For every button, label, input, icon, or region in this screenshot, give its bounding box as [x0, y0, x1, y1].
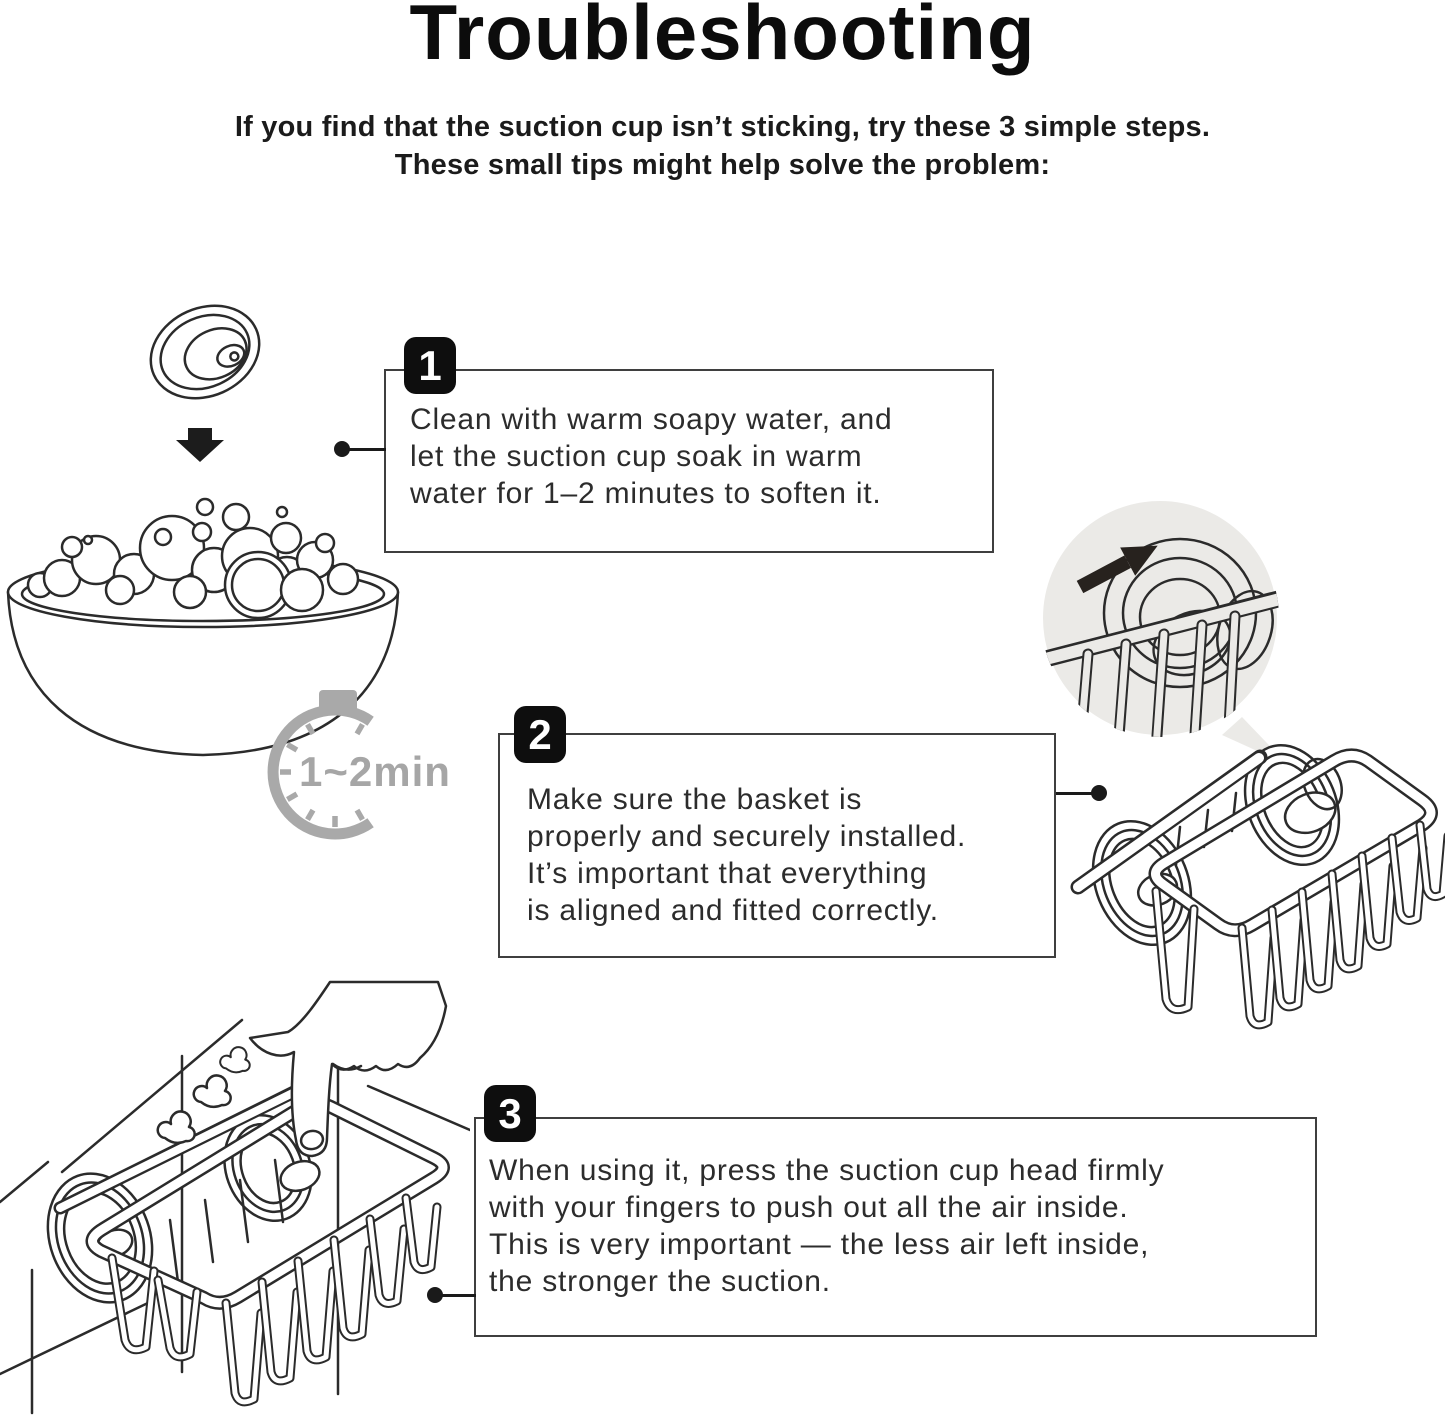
step-1-connector-line: [349, 448, 386, 451]
step-3-number-badge: 3: [484, 1085, 536, 1142]
step-2-connector-line: [1056, 792, 1092, 795]
timer-label: 1~2min: [299, 748, 451, 795]
step-2-number-badge: 2: [514, 706, 566, 763]
step-2-text: Make sure the basket is properly and securely installed. It’s important that everything is aligned and fitted correctly.: [527, 783, 967, 927]
step3-illustration-press-suction: [0, 980, 470, 1419]
down-arrow-icon: [176, 428, 224, 462]
step-2-connector-dot: [1091, 785, 1107, 801]
stopwatch-icon: [255, 650, 470, 850]
step-3-box: [474, 1117, 1317, 1337]
step-1-box: [384, 369, 994, 553]
step-3-connector-dot: [427, 1287, 443, 1303]
step2-illustration-install-basket: [1030, 495, 1445, 1070]
wire-basket-with-suction-cups-icon: [1075, 727, 1445, 1025]
step-2-box: [498, 733, 1056, 958]
subtitle-line-2: These small tips might help solve the problem:: [394, 149, 1051, 181]
suction-cup-icon: [136, 290, 274, 415]
page-title: Troubleshooting: [409, 0, 1036, 76]
step-3-connector-line: [442, 1294, 476, 1297]
subtitle-line-1: If you find that the suction cup isn’t sticking, try these 3 simple steps.: [234, 111, 1211, 143]
stopwatch-button: [319, 690, 357, 712]
step-1-text: Clean with warm soapy water, and let the suction cup soak in warm water for 1–2 minutes to soften it.: [410, 403, 893, 510]
step-1-connector-dot: [334, 441, 350, 457]
step-3-text: When using it, press the suction cup head firmly with your fingers to push out all the air inside. This is very important — the less air left inside, the stronger the suction.: [489, 1154, 1165, 1298]
step-1-number-badge: 1: [404, 337, 456, 394]
page-subtitle: [0, 108, 1445, 184]
